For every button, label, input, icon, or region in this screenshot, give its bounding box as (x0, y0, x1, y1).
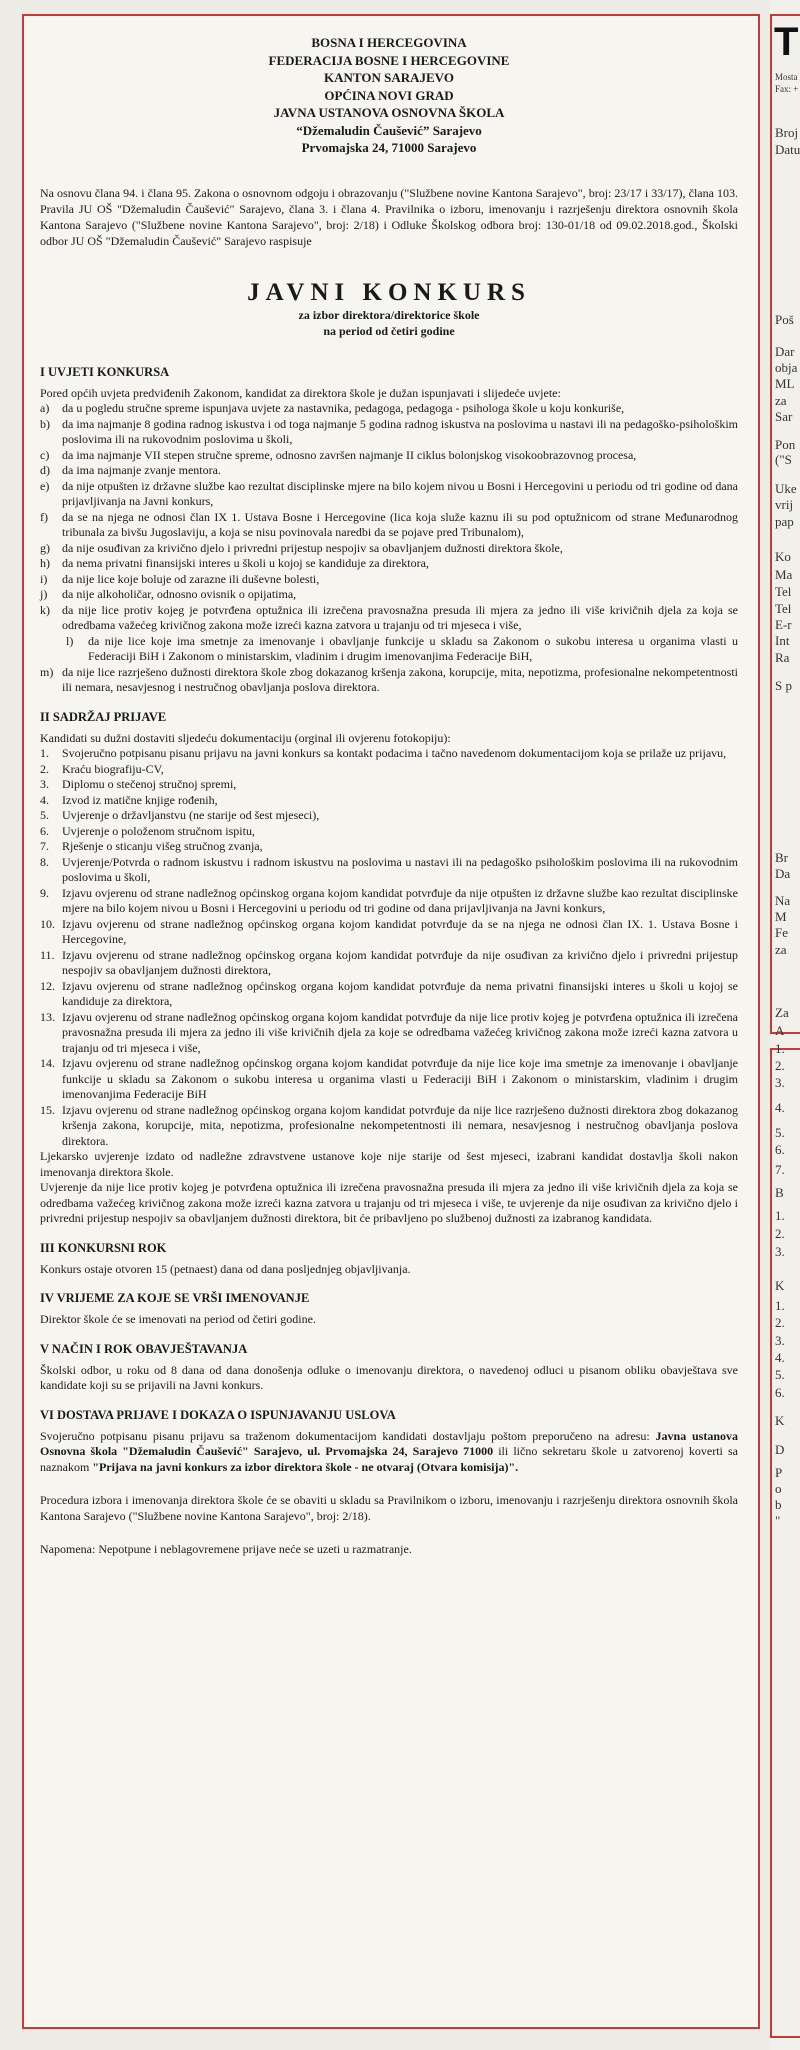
list-item (40, 479, 738, 510)
adjacent-text-fragment: Int (775, 633, 790, 648)
delivery-text: Svojeručno potpisanu pisanu prijavu sa traženom dokumentacijom kandidati dostavljaju poštom preporučeno na adresu: (40, 1428, 656, 1443)
header-line: “Džemaludin Čaušević” Sarajevo (296, 122, 482, 138)
list-item-text: da nije lice protiv kojeg je potvrđena optužnica ili izrečena pravosnažna presuda ili mjera za jedno ili više krivičnih djela za koja se odredbama važećeg krivičnog zakona može izreći kazna zatvora u trajanju od tri mjeseca i više, (62, 602, 738, 632)
header-line: Prvomajska 24, 71000 Sarajevo (301, 140, 477, 155)
notice-subtitle: na period od četiri godine (323, 323, 455, 338)
notice-subtitle: za izbor direktora/direktorice škole (298, 307, 480, 322)
section-lead: Pored općih uvjeta predviđenih Zakonom, kandidat za direktora škole je dužan ispunjavati i slijedeće uvjete: (40, 385, 561, 400)
section-heading-sadrzaj: II SADRŽAJ PRIJAVE (40, 709, 167, 724)
adjacent-text-fragment: Fax: + (775, 84, 799, 94)
adjacent-text-fragment: Mosta (775, 72, 798, 82)
newspaper-logo: T (774, 20, 799, 64)
adjacent-text-fragment: Br (775, 850, 788, 865)
notice-title: JAVNI KONKURS (247, 278, 531, 306)
adjacent-text-fragment: Pon (775, 437, 796, 452)
list-item-text: Izjavu ovjerenu od strane nadležnog općinskog organa kojom kandidat potvrđuje da nije lice koje ima smetnje za imenovanje i obavljanje funkcije u skladu sa Zakonom o sukobu interesa u organima vlasti u Federaciji BiH i Zakonom o ministarskim, vladinim i drugim imenovanjima Federacije BiH (62, 1056, 738, 1101)
list-marker: 4. (40, 792, 49, 807)
section-heading-rok: III KONKURSNI ROK (40, 1240, 167, 1255)
adjacent-text-fragment: B (775, 1185, 784, 1200)
list-item-text: da ima najmanje 8 godina radnog iskustva i od toga najmanje 5 godina radnog iskustva na poslovima u nastavi ili na pedagoško-psihološkim poslovima ili na rukovodnim poslovima u školi, (62, 416, 738, 446)
conditions-list (40, 401, 738, 696)
list-marker: 6. (40, 823, 49, 838)
adjacent-text-fragment: " (775, 1513, 781, 1528)
list-item (40, 665, 738, 696)
list-item-text: Izjavu ovjerenu od strane nadležnog općinskog organa kojom kandidat potvrđuje da nije lice protiv kojeg je potvrđena optužnica ili izrečena pravosnažna presuda ili mjera za jedno ili više krivičnih djela za koje se odredbama važećeg krivičnog zakona može izreći kazna zatvora u trajanju od tri mjeseca i više, (62, 1009, 738, 1055)
adjacent-text-fragment: Datu (775, 142, 800, 157)
list-item (40, 762, 738, 778)
adjacent-text-fragment: Tel (775, 584, 792, 599)
list-item (40, 777, 738, 793)
list-item (40, 1010, 738, 1057)
list-item-text: da nije osuđivan za krivično djelo i privredni prijestup nespojiv sa obavljanjem dužnosti direktora škole, (62, 540, 563, 555)
list-marker: f) (40, 509, 48, 524)
envelope-label: "Prijava na javni konkurs za izbor direktora škole - ne otvaraj (Otvara komisija)". (92, 1459, 519, 1474)
list-item-text: da nije otpušten iz državne službe kao rezultat disciplinske mjere na bilo kojem nivou u Bosni i Hercegovini u periodu od tri godine od dana prijavljivanja na Javni konkurs, (62, 478, 738, 508)
list-item-text: da nije lice koje ima smetnje za imenovanje i obavljanje funkcije u skladu sa Zakonom o sukobu interesa u organima vlasti u Federaciji BiH i Zakonom o ministarskim, vladinim i drugim imenovanjima Federacije BiH, (88, 633, 738, 663)
adjacent-text-fragment: 2. (775, 1315, 785, 1330)
list-item (40, 917, 738, 948)
adjacent-text-fragment: 1. (775, 1041, 785, 1056)
adjacent-text-fragment: Poš (775, 312, 794, 327)
adjacent-text-fragment: ("S (775, 452, 792, 467)
adjacent-text-fragment: E-r (775, 617, 792, 632)
list-marker: 12. (40, 978, 55, 993)
adjacent-text-fragment: 4. (775, 1100, 785, 1115)
list-item (40, 1103, 738, 1150)
adjacent-text-fragment: Fe (775, 925, 788, 940)
list-item-text: Izjavu ovjerenu od strane nadležnog općinskog organa kojom kandidat potvrđuje da nema privatni finansijski interes u školi u kojoj se kandiduje za direktora, (62, 978, 738, 1008)
list-item-text: Rješenje o sticanju višeg stručnog zvanja, (62, 839, 263, 853)
list-item (40, 839, 738, 855)
list-item-text: da ima najmanje zvanje mentora. (62, 463, 221, 477)
list-marker: i) (40, 571, 48, 586)
list-item (40, 886, 738, 917)
list-item (40, 556, 738, 572)
adjacent-text-fragment: 1. (775, 1208, 785, 1223)
adjacent-text-fragment: Broj (775, 125, 799, 140)
adjacent-text-fragment: 3. (775, 1075, 785, 1090)
section-text: Školski odbor, u roku od 8 dana od dana donošenja odluke o imenovanju direktora, o navedenoj odluci u pisanom obliku obavještava sve kandidate koji su se prijavili na Javni konkurs. (40, 1362, 738, 1392)
adjacent-text-fragment: obja (775, 360, 798, 375)
section-heading-vrijeme: IV VRIJEME ZA KOJE SE VRŠI IMENOVANJE (40, 1291, 310, 1305)
list-item (40, 808, 738, 824)
adjacent-text-fragment: pap (775, 514, 794, 529)
adjacent-text-fragment: 5. (775, 1367, 785, 1382)
list-marker: 1. (40, 746, 49, 760)
list-item-text: da nije alkoholičar, odnosno ovisnik o opijatima, (62, 587, 297, 601)
section-text: Direktor škole će se imenovati na period od četiri godine. (40, 1312, 316, 1326)
adjacent-text-fragment: Ko (775, 549, 791, 564)
list-marker: h) (40, 556, 50, 570)
adjacent-text-fragment: Na (775, 893, 791, 908)
list-item (40, 401, 738, 417)
list-marker: 11. (40, 947, 55, 962)
list-item (40, 634, 738, 665)
list-marker: g) (40, 540, 50, 555)
adjacent-text-fragment: vrij (775, 497, 794, 512)
list-marker: a) (40, 401, 50, 415)
list-item-text: da se na njega ne odnosi član IX 1. Ustava Bosne i Hercegovine (lica koja služe kaznu ili su pod optužnicom od strane Međunarodnog tribunala za bivšu Jugoslaviju, a koja se nisu povinovala naredbi da se pojave pred Tribunalom), (62, 509, 738, 539)
list-marker: 2. (40, 761, 49, 776)
list-item-text: Kraću biografiju-CV, (62, 761, 164, 776)
adjacent-text-fragment: M (775, 909, 787, 924)
procedure-paragraph: Procedura izbora i imenovanja direktora škole će se obaviti u skladu sa Pravilnikom o izboru, imenovanju i razrješenju direktora osnovnih škola Kantona Sarajevo ("Službene novine Kantona Sarajevo", broj: 2/18). (40, 1493, 738, 1523)
adjacent-text-fragment: Uke (775, 481, 797, 496)
list-item (40, 448, 738, 464)
adjacent-text-fragment: K (775, 1413, 785, 1428)
section-heading-obavjestavanje: V NAČIN I ROK OBAVJEŠTAVANJA (40, 1341, 248, 1356)
adjacent-text-fragment: 4. (775, 1350, 785, 1365)
school-address: Javna ustanova Osnovna škola "Džemaludin Čaušević" Sarajevo, ul. Prvomajska 24, Sarajevo 71000 (40, 1428, 739, 1458)
list-item-text: da nema privatni finansijski interes u školi u kojoj se kandiduje za direktora, (62, 556, 429, 570)
school-header (40, 34, 738, 157)
adjacent-text-fragment: Ma (775, 567, 793, 582)
list-item-text: da nije lice koje boluje od zarazne ili duševne bolesti, (62, 571, 320, 586)
adjacent-text-fragment: Dar (775, 344, 795, 359)
adjacent-text-fragment: 7. (775, 1162, 785, 1177)
intro-paragraph: Na osnovu člana 94. i člana 95. Zakona o osnovnom odgoju i obrazovanju ("Službene novine Kantona Sarajevo", broj: 23/17 i 33/17), člana 103. Pravila JU OŠ "Džemaludin Čaušević" Sarajevo, člana 3. i člana 4. Pravilnika o izboru, imenovanju i razrješenju direktora osnovnih škola Kantona Sarajevo ("Službene novine Kantona Sarajevo", broj: 2/18) i Odluke Školskog odbora broj: 130-01/18 od 09.02.2018.god., Školski odbor JU OŠ "Džemaludin Čaušević" Sarajevo raspisuje (40, 185, 738, 248)
adjacent-text-fragment: D (775, 1442, 785, 1457)
adjacent-text-fragment: Za (775, 1005, 789, 1020)
list-item (40, 793, 738, 809)
adjacent-text-fragment: b (775, 1497, 782, 1512)
section-heading-uvjeti: I UVJETI KONKURSA (40, 364, 170, 379)
list-item (40, 572, 738, 588)
list-item (40, 510, 738, 541)
delivery-text: ili lično sekretaru škole u zatvorenoj koverti sa naznakom (40, 1444, 738, 1474)
list-item (40, 824, 738, 840)
list-item-text: da nije lice razrješeno dužnosti direktora škole zbog dokazanog kršenja zakona, korupcije, mita, nepotizma, profesionalne nekompetentnosti ili nemara, nesavjesnog i nestručnog obavljanja poslova direktora. (62, 664, 738, 694)
adjacent-text-fragment: o (775, 1481, 782, 1496)
list-marker: l) (66, 633, 74, 648)
list-item (40, 1056, 738, 1103)
adjacent-text-fragment: P (775, 1465, 783, 1480)
header-line: FEDERACIJA BOSNE I HERCEGOVINE (268, 52, 510, 68)
delivery-paragraph (40, 1429, 738, 1476)
list-marker: 9. (40, 885, 49, 900)
list-item (40, 587, 738, 603)
adjacent-text-fragment: 5. (775, 1125, 785, 1140)
list-item (40, 746, 738, 762)
criminal-record-note: Uvjerenje da nije lice protiv kojeg je potvrđena optužnica ili izrečena pravosnažna presuda ili mjera za jedno ili više krivičnih djela za koja se odredbama važećeg krivičnog zakona može izreći kazna zatvora u trajanju od tri mjeseca i više, te uvjerenje da nije osuđivan za krivično djelo i privredni prijestup nespojiv sa obavljanjem dužnosti direktora, bit će pribavljeno po službenoj dužnosti za izabranog kandidata. (40, 1180, 738, 1225)
list-marker: 8. (40, 854, 49, 869)
adjacent-text-fragment: ML (775, 376, 795, 391)
section-lead: Kandidati su dužni dostaviti sljedeću dokumentaciju (orginal ili ovjerenu fotokopiju): (40, 730, 451, 745)
section-heading-dostava: VI DOSTAVA PRIJAVE I DOKAZA O ISPUNJAVANJU USLOVA (40, 1407, 396, 1422)
list-marker: 13. (40, 1009, 55, 1024)
adjacent-text-fragment: Sar (775, 409, 793, 424)
adjacent-text-fragment: 3. (775, 1244, 785, 1259)
adjacent-notice-column (770, 0, 800, 2050)
list-item-text: Izjavu ovjerenu od strane nadležnog općinskog organa kojom kandidat potvrđuje da nije lice razrješeno dužnosti direktora zbog dokazanog kršenja zakona, korupcije, mita, nepotizma, profesionalne nekompetentnosti ili nemara, nesavjesnog i nestručnog obavljanja poslova direktora. (62, 1102, 738, 1148)
remark-paragraph: Napomena: Nepotpune i neblagovremene prijave neće se uzeti u razmatranje. (40, 1542, 412, 1556)
adjacent-text-fragment: K (775, 1278, 785, 1293)
adjacent-text-fragment: 6. (775, 1142, 785, 1157)
list-item-text: Uvjerenje o državljanstvu (ne starije od šest mjeseci), (62, 808, 320, 822)
adjacent-text-fragment: A (775, 1023, 785, 1038)
list-item-text: Izjavu ovjerenu od strane nadležnog općinskog organa kojom kandidat potvrđuje da nije osuđivan za krivično djelo i privredni prijestup nespojiv sa obavljanjem dužnosti direktora, (62, 947, 738, 977)
adjacent-text-fragment: 3. (775, 1333, 785, 1348)
medical-note: Ljekarsko uvjerenje izdato od nadležne zdravstvene ustanove koje nije starije od šest mjeseci, izabrani kandidat dostavlja školi nakon imenovanja direktora škole. (40, 1149, 738, 1179)
list-item-text: Diplomu o stečenoj stručnoj spremi, (62, 777, 237, 791)
list-item-text: da u pogledu stručne spreme ispunjava uvjete za nastavnika, pedagoga, pedagoga - psihologa škole u koju konkuriše, (62, 401, 625, 415)
list-item-text: Uvjerenje/Potvrda o radnom iskustvu i radnom iskustvu na poslovima u nastavi ili na pedagoško psihološkim poslovima ili na rukovodnim poslovima u školi, (62, 854, 738, 884)
konkurs-notice (22, 14, 760, 2029)
list-item (40, 417, 738, 448)
adjacent-text-fragment: za (775, 942, 787, 957)
list-marker: j) (40, 587, 48, 601)
list-marker: b) (40, 416, 50, 431)
adjacent-text-fragment: 1. (775, 1298, 785, 1313)
adjacent-text-fragment: Ra (775, 650, 790, 665)
adjacent-text-fragment: 2. (775, 1226, 785, 1241)
list-item (40, 855, 738, 886)
list-marker: d) (40, 463, 50, 477)
list-item-text: Izjavu ovjerenu od strane nadležnog općinskog organa kojom kandidat potvrđuje da nije otpušten iz državne službe kao rezultat disciplinske mjere na bilo kojem nivou u Bosni i Hercegovini u periodu od tri godine od dana prijavljivanja na Javni konkurs, (62, 885, 738, 915)
header-line: JAVNA USTANOVA OSNOVNA ŠKOLA (273, 105, 505, 120)
list-item-text: da ima najmanje VII stepen stručne spreme, odnosno završen najmanje II ciklus bolonjskog visokoobrazovnog procesa, (62, 447, 637, 462)
list-item (40, 463, 738, 479)
header-line: OPĆINA NOVI GRAD (324, 87, 454, 103)
list-item-text: Svojeručno potpisanu pisanu prijavu na javni konkurs sa kontakt podacima i tačno navedenom dokumentacijom koja se prilaže uz prijavu, (62, 746, 727, 760)
adjacent-text-fragment: 2. (775, 1058, 785, 1073)
list-marker: k) (40, 602, 50, 617)
header-line: BOSNA I HERCEGOVINA (311, 35, 467, 50)
adjacent-text-fragment: Da (775, 866, 791, 881)
list-marker: 10. (40, 916, 55, 931)
list-item-text: Izvod iz matične knjige rođenih, (62, 792, 218, 807)
list-marker: 14. (40, 1056, 55, 1070)
list-marker: 3. (40, 777, 49, 791)
list-item (40, 541, 738, 557)
section-text: Konkurs ostaje otvoren 15 (petnaest) dana od dana posljednjeg objavljivanja. (40, 1261, 411, 1276)
list-item (40, 603, 738, 634)
adjacent-text-fragment: Tel (775, 601, 792, 616)
list-item (40, 948, 738, 979)
adjacent-text-fragment: za (775, 393, 787, 408)
list-item-text: Uvjerenje o položenom stručnom ispitu, (62, 823, 255, 838)
list-item-text: Izjavu ovjerenu od strane nadležnog općinskog organa kojom kandidat potvrđuje da se na njega ne odnosi član IX. 1. Ustava Bosne i Hercegovine, (62, 916, 738, 946)
list-marker: 5. (40, 808, 49, 822)
list-item (40, 979, 738, 1010)
adjacent-text-fragment: S p (775, 678, 792, 693)
list-marker: 15. (40, 1102, 55, 1117)
list-marker: 7. (40, 839, 49, 853)
list-marker: c) (40, 447, 50, 462)
header-line: KANTON SARAJEVO (324, 70, 454, 85)
adjacent-text-fragment: 6. (775, 1385, 785, 1400)
list-marker: e) (40, 478, 50, 493)
documents-list (40, 746, 738, 1149)
list-marker: m) (40, 664, 54, 679)
